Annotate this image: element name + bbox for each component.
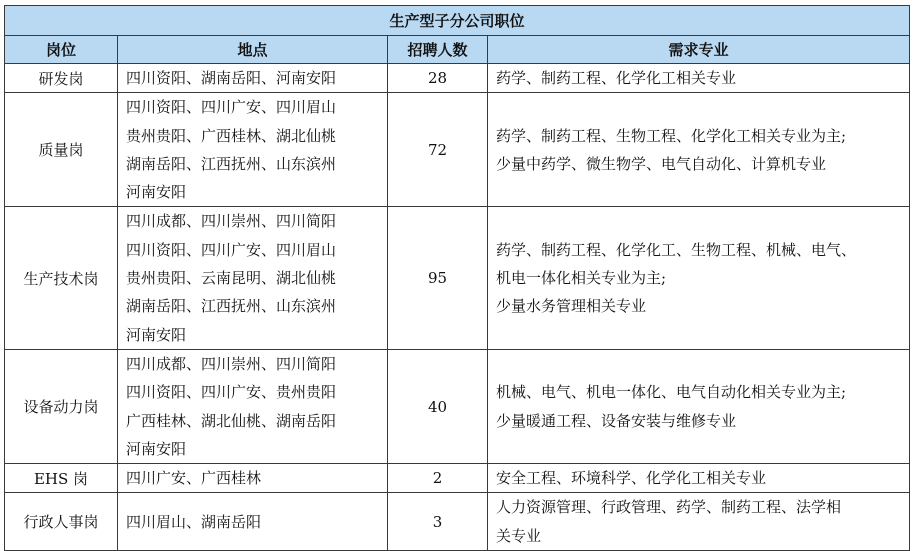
major-line: 少量暖通工程、设备安装与维修专业 xyxy=(496,411,737,430)
cell-locations xyxy=(118,64,388,93)
location-line: 四川广安、广西桂林 xyxy=(126,469,262,488)
cell-majors xyxy=(488,64,910,93)
cell-count: 72 xyxy=(388,93,488,207)
major-line: 关专业 xyxy=(496,526,542,545)
major-line: 少量中药学、微生物学、电气自动化、计算机专业 xyxy=(496,154,827,173)
location-line: 四川资阳、湖南岳阳、河南安阳 xyxy=(126,69,337,87)
location-line: 四川成都、四川崇州、四川简阳 xyxy=(126,354,337,373)
major-line: 机电一体化相关专业为主; xyxy=(496,269,667,288)
table-row xyxy=(5,464,910,493)
cell-locations xyxy=(118,93,388,207)
header-position: 岗位 xyxy=(5,36,118,64)
major-line: 少量水务管理相关专业 xyxy=(496,297,647,316)
location-line: 四川资阳、四川广安、贵州贵阳 xyxy=(126,383,337,402)
location-line: 四川资阳、四川广安、四川眉山 xyxy=(126,98,337,117)
cell-position: 研发岗 xyxy=(5,64,118,93)
recruitment-table xyxy=(4,5,910,551)
location-line: 河南安阳 xyxy=(126,183,187,202)
cell-count: 28 xyxy=(388,64,488,93)
header-majors: 需求专业 xyxy=(488,36,910,64)
cell-majors xyxy=(488,349,910,463)
location-line: 四川眉山、湖南岳阳 xyxy=(126,512,262,531)
cell-count: 40 xyxy=(388,349,488,463)
location-line: 贵州贵阳、广西桂林、湖北仙桃 xyxy=(126,126,337,145)
table-title: 生产型子分公司职位 xyxy=(5,6,910,36)
major-line: 药学、制药工程、化学化工相关专业 xyxy=(496,69,737,87)
cell-position: 行政人事岗 xyxy=(5,493,118,551)
location-line: 四川成都、四川崇州、四川简阳 xyxy=(126,212,337,231)
location-line: 湖南岳阳、江西抚州、山东滨州 xyxy=(126,154,337,173)
cell-count: 95 xyxy=(388,207,488,349)
cell-position: 设备动力岗 xyxy=(5,349,118,463)
location-line: 四川资阳、四川广安、四川眉山 xyxy=(126,240,337,259)
cell-locations xyxy=(118,349,388,463)
header-count: 招聘人数 xyxy=(388,36,488,64)
cell-position: 质量岗 xyxy=(5,93,118,207)
header-location: 地点 xyxy=(118,36,388,64)
table-title-row xyxy=(5,6,910,36)
major-line: 药学、制药工程、生物工程、化学化工相关专业为主; xyxy=(496,126,847,145)
location-line: 河南安阳 xyxy=(126,439,187,458)
cell-locations xyxy=(118,207,388,349)
cell-position: EHS 岗 xyxy=(5,464,118,493)
location-line: 湖南岳阳、江西抚州、山东滨州 xyxy=(126,297,337,316)
cell-locations xyxy=(118,493,388,551)
location-line: 贵州贵阳、云南昆明、湖北仙桃 xyxy=(126,269,337,288)
cell-majors xyxy=(488,493,910,551)
cell-majors xyxy=(488,93,910,207)
table-header-row xyxy=(5,36,910,64)
table-row xyxy=(5,64,910,93)
location-line: 广西桂林、湖北仙桃、湖南岳阳 xyxy=(126,411,337,430)
cell-majors xyxy=(488,207,910,349)
location-line: 河南安阳 xyxy=(126,325,187,344)
cell-position: 生产技术岗 xyxy=(5,207,118,349)
major-line: 药学、制药工程、化学化工、生物工程、机械、电气、 xyxy=(496,240,857,259)
table-row xyxy=(5,349,910,463)
major-line: 人力资源管理、行政管理、药学、制药工程、法学相 xyxy=(496,498,842,517)
cell-majors xyxy=(488,464,910,493)
table-row xyxy=(5,93,910,207)
major-line: 安全工程、环境科学、化学化工相关专业 xyxy=(496,469,767,488)
table-row xyxy=(5,207,910,349)
major-line: 机械、电气、机电一体化、电气自动化相关专业为主; xyxy=(496,383,847,402)
cell-count: 3 xyxy=(388,493,488,551)
cell-locations xyxy=(118,464,388,493)
cell-count: 2 xyxy=(388,464,488,493)
table-row xyxy=(5,493,910,551)
